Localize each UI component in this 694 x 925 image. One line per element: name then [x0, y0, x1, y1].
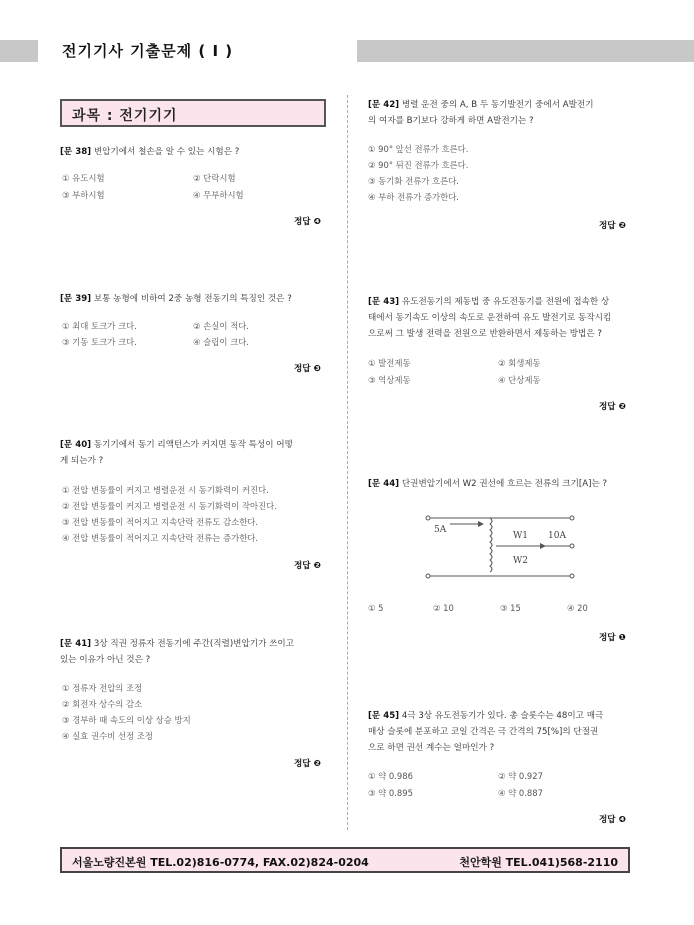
question-stem: 동기기에서 동기 리액턴스가 커지면 동작 특성이 어떻 — [93, 440, 293, 450]
question-number: [문 45] — [368, 711, 400, 721]
question-40 — [60, 437, 345, 469]
option-3: ③ 15 — [500, 603, 521, 613]
output-current-label: 10A — [548, 531, 566, 541]
answer-40: 정답 ❷ — [294, 561, 321, 571]
page-title: 전기기사 기출문제 ( Ⅰ ) — [62, 42, 234, 60]
option-1: ① 유도시험 — [62, 173, 105, 183]
question-stem: 4극 3상 유도전동기가 있다. 총 슬롯수는 48이고 매극 — [401, 711, 604, 721]
option-3: ③ 역상제동 — [368, 375, 411, 385]
column-divider — [347, 95, 348, 830]
output-arrowhead — [540, 543, 546, 549]
question-stem-cont: 으로써 그 발생 전력을 전원으로 반환하면서 제동하는 방법은 ? — [368, 329, 602, 339]
question-stem: 단권변압기에서 W2 권선에 흐르는 전류의 크기[A]는 ? — [401, 479, 608, 489]
footer-right: 천안학원 TEL.041)568-2110 — [459, 856, 618, 869]
header-bar-left — [0, 40, 38, 62]
option-4: ④ 단상제동 — [498, 375, 541, 385]
option-4: ④ 20 — [567, 603, 588, 613]
input-current-label: 5A — [434, 525, 447, 535]
subject-label: 과목 : 전기기기 — [72, 108, 178, 124]
option-3: ③ 경부하 때 속도의 이상 상승 방지 — [62, 715, 191, 725]
option-2: ② 90° 뒤진 전류가 흐른다. — [368, 160, 469, 170]
question-42 — [368, 97, 648, 129]
option-3: ③ 동기화 전류가 흐른다. — [368, 176, 459, 186]
question-number: [문 44] — [368, 479, 400, 489]
question-stem-cont: 으로 하면 권선 계수는 얼마인가 ? — [368, 743, 495, 753]
answer-42: 정답 ❷ — [599, 221, 626, 231]
question-44 — [368, 476, 653, 492]
question-number: [문 41] — [60, 639, 92, 649]
question-number: [문 38] — [60, 147, 92, 157]
question-number: [문 39] — [60, 294, 92, 304]
question-45 — [368, 708, 653, 756]
option-3: ③ 약 0.895 — [368, 788, 413, 798]
option-1: ① 90° 앞선 전류가 흐른다. — [368, 144, 469, 154]
question-38 — [60, 144, 340, 160]
question-stem: 병렬 운전 중의 A, B 두 동기발전기 중에서 A발전기 — [401, 100, 594, 110]
question-stem-cont: 의 여자를 B기보다 강하게 하면 A발전기는 ? — [368, 116, 534, 126]
option-1: ① 5 — [368, 603, 384, 613]
answer-38: 정답 ❹ — [294, 217, 321, 227]
footer-contact-box — [60, 847, 630, 873]
answer-45: 정답 ❹ — [599, 815, 626, 825]
option-4: ④ 부하 전류가 증가한다. — [368, 192, 459, 202]
question-stem-cont: 게 되는가 ? — [60, 456, 104, 466]
terminal — [426, 516, 430, 520]
option-2: ② 손실이 적다. — [193, 321, 249, 331]
question-39 — [60, 291, 345, 307]
question-stem-cont: 태에서 동기속도 이상의 속도로 운전하여 유도 발전기로 동작시킴 — [368, 313, 612, 323]
option-2: ② 10 — [433, 603, 454, 613]
option-3: ③ 부하시험 — [62, 190, 105, 200]
question-stem-cont: 매상 슬롯에 분포하고 코일 간격은 극 간격의 75[%]의 단절권 — [368, 727, 599, 737]
option-4: ④ 전압 변동률이 적어지고 지속단락 전류는 증가한다. — [62, 533, 259, 543]
autotransformer-diagram — [420, 508, 580, 588]
header-bar-right — [357, 40, 694, 62]
option-1: ① 최대 토크가 크다. — [62, 321, 137, 331]
option-4: ④ 슬립이 크다. — [193, 337, 249, 347]
terminal — [570, 516, 574, 520]
option-2: ② 회전자 상수의 감소 — [62, 699, 143, 709]
option-3: ③ 전압 변동률이 적어지고 지속단락 전류도 감소한다. — [62, 517, 259, 527]
question-stem-cont: 있는 이유가 아닌 것은 ? — [60, 655, 151, 665]
option-4: ④ 약 0.887 — [498, 788, 543, 798]
w2-label: W2 — [513, 556, 528, 566]
winding-coil — [490, 518, 492, 572]
option-1: ① 정류자 전압의 조정 — [62, 683, 143, 693]
w1-label: W1 — [513, 531, 528, 541]
answer-44: 정답 ❶ — [599, 633, 626, 643]
question-stem: 보통 농형에 비하여 2중 농형 전동기의 특징인 것은 ? — [93, 294, 292, 304]
footer-left: 서울노량진본원 TEL.02)816-0774, FAX.02)824-0204 — [72, 856, 369, 869]
option-1: ① 전압 변동률이 커지고 병렬운전 시 동기화력이 커진다. — [62, 485, 269, 495]
terminal — [570, 544, 574, 548]
subject-box — [60, 99, 326, 127]
answer-41: 정답 ❷ — [294, 759, 321, 769]
question-stem: 변압기에서 철손을 알 수 있는 시험은 ? — [93, 147, 240, 157]
option-2: ② 단락시험 — [193, 173, 236, 183]
option-1: ① 발전제동 — [368, 358, 411, 368]
option-1: ① 약 0.986 — [368, 771, 413, 781]
question-43 — [368, 294, 653, 342]
question-number: [문 40] — [60, 440, 92, 450]
question-stem: 3상 직권 정류자 전동기에 주간(직렬)변압기가 쓰이고 — [93, 639, 295, 649]
option-2: ② 회생제동 — [498, 358, 541, 368]
terminal — [426, 574, 430, 578]
question-stem: 유도전동기의 제동법 중 유도전동기를 전원에 접속한 상 — [401, 297, 610, 307]
question-41 — [60, 636, 345, 668]
input-arrowhead — [478, 521, 484, 527]
answer-39: 정답 ❸ — [294, 364, 321, 374]
option-4: ④ 실효 권수비 선정 조정 — [62, 731, 153, 741]
question-number: [문 42] — [368, 100, 400, 110]
option-2: ② 약 0.927 — [498, 771, 543, 781]
terminal — [570, 574, 574, 578]
question-number: [문 43] — [368, 297, 400, 307]
option-3: ③ 기동 토크가 크다. — [62, 337, 137, 347]
option-4: ④ 무부하시험 — [193, 190, 244, 200]
answer-43: 정답 ❷ — [599, 402, 626, 412]
option-2: ② 전압 변동률이 커지고 병렬운전 시 동기화력이 작아진다. — [62, 501, 277, 511]
